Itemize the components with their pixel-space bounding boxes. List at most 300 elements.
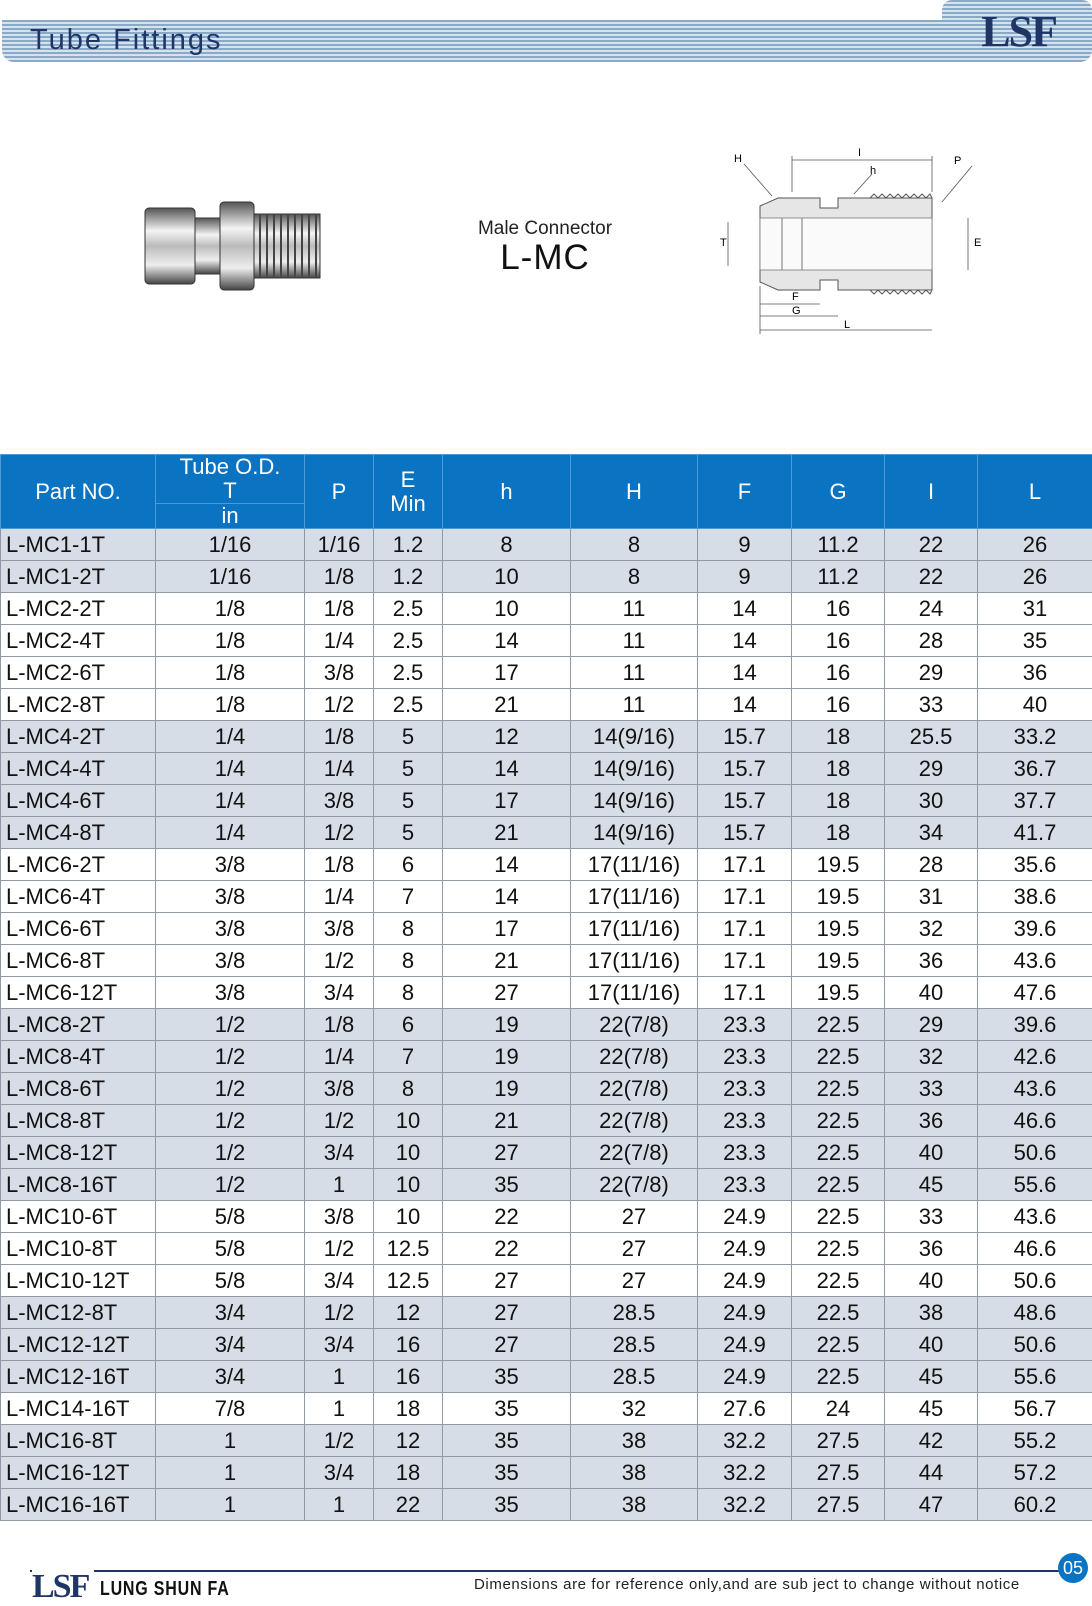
- part-number-cell: L-MC4-4T: [1, 753, 156, 785]
- value-cell: 35: [978, 625, 1092, 657]
- part-number-cell: L-MC2-4T: [1, 625, 156, 657]
- footer-logo: LSF: [32, 1568, 94, 1606]
- value-cell: 22: [443, 1233, 571, 1265]
- page-title: Tube Fittings: [30, 24, 223, 57]
- value-cell: 1/4: [305, 753, 374, 785]
- value-cell: 16: [792, 689, 885, 721]
- part-number-cell: L-MC6-6T: [1, 913, 156, 945]
- value-cell: 22(7/8): [571, 1009, 698, 1041]
- part-number-cell: L-MC16-12T: [1, 1457, 156, 1489]
- value-cell: 3/4: [305, 1137, 374, 1169]
- value-cell: 19.5: [792, 881, 885, 913]
- value-cell: 27: [571, 1265, 698, 1297]
- value-cell: 1: [156, 1489, 305, 1521]
- value-cell: 3/4: [305, 1457, 374, 1489]
- value-cell: 3/8: [305, 785, 374, 817]
- value-cell: 9: [698, 561, 792, 593]
- value-cell: 14: [443, 881, 571, 913]
- value-cell: 12: [374, 1425, 443, 1457]
- value-cell: 1/4: [156, 817, 305, 849]
- value-cell: 32.2: [698, 1457, 792, 1489]
- header-h-large: H: [571, 455, 698, 529]
- value-cell: 5: [374, 785, 443, 817]
- value-cell: 19.5: [792, 849, 885, 881]
- value-cell: 41.7: [978, 817, 1092, 849]
- value-cell: 24.9: [698, 1201, 792, 1233]
- value-cell: 18: [374, 1457, 443, 1489]
- value-cell: 8: [374, 977, 443, 1009]
- header-l: L: [978, 455, 1092, 529]
- value-cell: 3/8: [156, 977, 305, 1009]
- value-cell: 50.6: [978, 1137, 1092, 1169]
- value-cell: 14(9/16): [571, 785, 698, 817]
- value-cell: 25.5: [885, 721, 978, 753]
- value-cell: 17.1: [698, 849, 792, 881]
- value-cell: 38.6: [978, 881, 1092, 913]
- value-cell: 23.3: [698, 1169, 792, 1201]
- part-number-cell: L-MC10-8T: [1, 1233, 156, 1265]
- value-cell: 14(9/16): [571, 817, 698, 849]
- value-cell: 27: [443, 1329, 571, 1361]
- header-h-small: h: [443, 455, 571, 529]
- value-cell: 1/4: [156, 721, 305, 753]
- value-cell: 18: [792, 721, 885, 753]
- table-row: [1, 1265, 1092, 1297]
- value-cell: 57.2: [978, 1457, 1092, 1489]
- value-cell: 43.6: [978, 1201, 1092, 1233]
- value-cell: 23.3: [698, 1009, 792, 1041]
- label-H: H: [734, 153, 742, 165]
- value-cell: 40: [885, 1329, 978, 1361]
- table-row: [1, 1329, 1092, 1361]
- value-cell: 27: [443, 977, 571, 1009]
- part-number-cell: L-MC12-8T: [1, 1297, 156, 1329]
- value-cell: 3/4: [156, 1361, 305, 1393]
- value-cell: 8: [374, 913, 443, 945]
- value-cell: 19: [443, 1009, 571, 1041]
- value-cell: 22.5: [792, 1201, 885, 1233]
- value-cell: 1/2: [156, 1009, 305, 1041]
- table-row: [1, 1009, 1092, 1041]
- table-body: [1, 529, 1092, 1521]
- value-cell: 22.5: [792, 1105, 885, 1137]
- value-cell: 12.5: [374, 1233, 443, 1265]
- value-cell: 27.5: [792, 1425, 885, 1457]
- value-cell: 55.2: [978, 1425, 1092, 1457]
- value-cell: 15.7: [698, 785, 792, 817]
- value-cell: 22.5: [792, 1137, 885, 1169]
- value-cell: 17(11/16): [571, 913, 698, 945]
- value-cell: 35: [443, 1169, 571, 1201]
- value-cell: 22.5: [792, 1329, 885, 1361]
- value-cell: 23.3: [698, 1073, 792, 1105]
- value-cell: 27.5: [792, 1489, 885, 1521]
- value-cell: 1/8: [305, 721, 374, 753]
- value-cell: 40: [885, 1265, 978, 1297]
- value-cell: 2.5: [374, 625, 443, 657]
- part-number-cell: L-MC4-6T: [1, 785, 156, 817]
- table-row: [1, 721, 1092, 753]
- header-min-label: Min: [374, 492, 442, 516]
- value-cell: 17.1: [698, 881, 792, 913]
- value-cell: 3/4: [305, 1329, 374, 1361]
- value-cell: 28: [885, 849, 978, 881]
- value-cell: 10: [443, 561, 571, 593]
- value-cell: 1/2: [156, 1073, 305, 1105]
- value-cell: 19.5: [792, 977, 885, 1009]
- header-tube-od-label: Tube O.D.: [156, 455, 304, 479]
- table-row: [1, 1361, 1092, 1393]
- value-cell: 8: [374, 1073, 443, 1105]
- value-cell: 15.7: [698, 817, 792, 849]
- value-cell: 22(7/8): [571, 1105, 698, 1137]
- value-cell: 12.5: [374, 1265, 443, 1297]
- value-cell: 7: [374, 1041, 443, 1073]
- table-row: [1, 881, 1092, 913]
- value-cell: 35: [443, 1361, 571, 1393]
- value-cell: 28.5: [571, 1329, 698, 1361]
- value-cell: 16: [792, 657, 885, 689]
- value-cell: 40: [885, 1137, 978, 1169]
- value-cell: 42: [885, 1425, 978, 1457]
- value-cell: 11: [571, 593, 698, 625]
- value-cell: 1/2: [305, 689, 374, 721]
- header-i: I: [885, 455, 978, 529]
- value-cell: 17(11/16): [571, 881, 698, 913]
- value-cell: 17(11/16): [571, 945, 698, 977]
- value-cell: 1/2: [156, 1137, 305, 1169]
- value-cell: 1/2: [156, 1105, 305, 1137]
- value-cell: 22.5: [792, 1233, 885, 1265]
- value-cell: 38: [885, 1297, 978, 1329]
- part-number-cell: L-MC4-2T: [1, 721, 156, 753]
- value-cell: 1/8: [156, 689, 305, 721]
- table-row: [1, 529, 1092, 561]
- value-cell: 24: [792, 1393, 885, 1425]
- value-cell: 22: [443, 1201, 571, 1233]
- value-cell: 28.5: [571, 1297, 698, 1329]
- part-number-cell: L-MC2-2T: [1, 593, 156, 625]
- table-row: [1, 1425, 1092, 1457]
- value-cell: 36: [885, 1233, 978, 1265]
- value-cell: 12: [443, 721, 571, 753]
- value-cell: 29: [885, 1009, 978, 1041]
- value-cell: 22.5: [792, 1297, 885, 1329]
- part-number-cell: L-MC8-16T: [1, 1169, 156, 1201]
- value-cell: 3/4: [305, 977, 374, 1009]
- value-cell: 17: [443, 657, 571, 689]
- page-header: [0, 0, 1092, 66]
- part-number-cell: L-MC4-8T: [1, 817, 156, 849]
- value-cell: 21: [443, 689, 571, 721]
- value-cell: 1/8: [305, 561, 374, 593]
- table-row: [1, 1201, 1092, 1233]
- value-cell: 29: [885, 657, 978, 689]
- value-cell: 3/8: [156, 913, 305, 945]
- value-cell: 33.2: [978, 721, 1092, 753]
- value-cell: 16: [374, 1361, 443, 1393]
- value-cell: 27.5: [792, 1457, 885, 1489]
- value-cell: 50.6: [978, 1329, 1092, 1361]
- value-cell: 14: [698, 689, 792, 721]
- value-cell: 14: [698, 593, 792, 625]
- value-cell: 55.6: [978, 1361, 1092, 1393]
- value-cell: 39.6: [978, 913, 1092, 945]
- value-cell: 24.9: [698, 1329, 792, 1361]
- value-cell: 1/8: [305, 1009, 374, 1041]
- value-cell: 18: [792, 753, 885, 785]
- value-cell: 40: [978, 689, 1092, 721]
- table-row: [1, 1233, 1092, 1265]
- value-cell: 42.6: [978, 1041, 1092, 1073]
- table-row: [1, 977, 1092, 1009]
- table-row: [1, 1105, 1092, 1137]
- value-cell: 11.2: [792, 529, 885, 561]
- label-h: h: [870, 165, 876, 177]
- value-cell: 1/16: [156, 529, 305, 561]
- label-I: I: [858, 147, 861, 159]
- header-part-no: Part NO.: [1, 455, 156, 529]
- part-number-cell: L-MC8-8T: [1, 1105, 156, 1137]
- value-cell: 33: [885, 1201, 978, 1233]
- value-cell: 10: [374, 1201, 443, 1233]
- value-cell: 30: [885, 785, 978, 817]
- value-cell: 11: [571, 689, 698, 721]
- part-number-cell: L-MC6-8T: [1, 945, 156, 977]
- value-cell: 10: [374, 1137, 443, 1169]
- value-cell: 3/8: [156, 881, 305, 913]
- value-cell: 7: [374, 881, 443, 913]
- value-cell: 18: [792, 785, 885, 817]
- value-cell: 5/8: [156, 1233, 305, 1265]
- footer-rule: [30, 1570, 1060, 1572]
- value-cell: 22(7/8): [571, 1169, 698, 1201]
- value-cell: 26: [978, 561, 1092, 593]
- value-cell: 11: [571, 657, 698, 689]
- value-cell: 1/8: [156, 593, 305, 625]
- value-cell: 47: [885, 1489, 978, 1521]
- table-header: [1, 455, 1092, 529]
- value-cell: 2.5: [374, 657, 443, 689]
- part-number-cell: L-MC16-16T: [1, 1489, 156, 1521]
- value-cell: 8: [571, 529, 698, 561]
- value-cell: 1/2: [305, 1425, 374, 1457]
- value-cell: 17(11/16): [571, 849, 698, 881]
- value-cell: 3/8: [305, 657, 374, 689]
- header-e-min: [374, 455, 443, 529]
- value-cell: 34: [885, 817, 978, 849]
- table-row: [1, 1393, 1092, 1425]
- value-cell: 2.5: [374, 593, 443, 625]
- value-cell: 11: [571, 625, 698, 657]
- value-cell: 1/8: [156, 657, 305, 689]
- value-cell: 14: [698, 625, 792, 657]
- brand-logo: LSF: [981, 6, 1056, 57]
- value-cell: 5: [374, 817, 443, 849]
- value-cell: 22.5: [792, 1009, 885, 1041]
- value-cell: 18: [374, 1393, 443, 1425]
- value-cell: 27.6: [698, 1393, 792, 1425]
- value-cell: 44: [885, 1457, 978, 1489]
- value-cell: 32: [885, 913, 978, 945]
- value-cell: 50.6: [978, 1265, 1092, 1297]
- value-cell: 18: [792, 817, 885, 849]
- value-cell: 17.1: [698, 913, 792, 945]
- value-cell: 45: [885, 1361, 978, 1393]
- table-row: [1, 561, 1092, 593]
- value-cell: 12: [374, 1297, 443, 1329]
- part-number-cell: L-MC1-1T: [1, 529, 156, 561]
- value-cell: 3/4: [156, 1297, 305, 1329]
- value-cell: 1.2: [374, 561, 443, 593]
- value-cell: 14: [443, 753, 571, 785]
- value-cell: 28.5: [571, 1361, 698, 1393]
- value-cell: 1/2: [305, 1297, 374, 1329]
- value-cell: 47.6: [978, 977, 1092, 1009]
- part-number-cell: L-MC2-6T: [1, 657, 156, 689]
- value-cell: 10: [443, 593, 571, 625]
- value-cell: 1/8: [305, 849, 374, 881]
- table-row: [1, 593, 1092, 625]
- value-cell: 22.5: [792, 1169, 885, 1201]
- value-cell: 1/4: [305, 881, 374, 913]
- value-cell: 22: [885, 561, 978, 593]
- product-subtitle: Male Connector: [440, 218, 650, 240]
- value-cell: 60.2: [978, 1489, 1092, 1521]
- value-cell: 33: [885, 1073, 978, 1105]
- part-number-cell: L-MC14-16T: [1, 1393, 156, 1425]
- value-cell: 38: [571, 1489, 698, 1521]
- value-cell: 1: [305, 1393, 374, 1425]
- part-number-cell: L-MC1-2T: [1, 561, 156, 593]
- label-F: F: [792, 291, 799, 303]
- value-cell: 21: [443, 817, 571, 849]
- value-cell: 24: [885, 593, 978, 625]
- value-cell: 1: [305, 1361, 374, 1393]
- header-e-label: E: [374, 468, 442, 492]
- value-cell: 3/8: [156, 945, 305, 977]
- value-cell: 3/8: [156, 849, 305, 881]
- part-number-cell: L-MC12-16T: [1, 1361, 156, 1393]
- table-row: [1, 945, 1092, 977]
- value-cell: 11.2: [792, 561, 885, 593]
- value-cell: 22: [885, 529, 978, 561]
- value-cell: 8: [571, 561, 698, 593]
- value-cell: 6: [374, 849, 443, 881]
- fitting-photo: [140, 196, 330, 296]
- value-cell: 6: [374, 1009, 443, 1041]
- value-cell: 24.9: [698, 1297, 792, 1329]
- value-cell: 1/2: [156, 1169, 305, 1201]
- value-cell: 8: [443, 529, 571, 561]
- value-cell: 27: [443, 1297, 571, 1329]
- value-cell: 46.6: [978, 1233, 1092, 1265]
- value-cell: 36.7: [978, 753, 1092, 785]
- value-cell: 3/8: [305, 1201, 374, 1233]
- value-cell: 14(9/16): [571, 753, 698, 785]
- value-cell: 14: [443, 625, 571, 657]
- value-cell: 3/4: [305, 1265, 374, 1297]
- table-row: [1, 625, 1092, 657]
- value-cell: 22(7/8): [571, 1137, 698, 1169]
- label-E: E: [974, 237, 981, 249]
- value-cell: 32: [885, 1041, 978, 1073]
- value-cell: 23.3: [698, 1105, 792, 1137]
- part-number-cell: L-MC8-2T: [1, 1009, 156, 1041]
- value-cell: 1/4: [305, 1041, 374, 1073]
- part-number-cell: L-MC6-2T: [1, 849, 156, 881]
- value-cell: 1/2: [156, 1041, 305, 1073]
- value-cell: 1/2: [305, 817, 374, 849]
- value-cell: 21: [443, 1105, 571, 1137]
- value-cell: 1: [305, 1169, 374, 1201]
- part-number-cell: L-MC10-6T: [1, 1201, 156, 1233]
- header-f: F: [698, 455, 792, 529]
- header-tube-od: [156, 455, 305, 504]
- table-row: [1, 1489, 1092, 1521]
- product-code: L-MC: [440, 238, 650, 278]
- value-cell: 5: [374, 721, 443, 753]
- value-cell: 24.9: [698, 1265, 792, 1297]
- value-cell: 22.5: [792, 1265, 885, 1297]
- value-cell: 22.5: [792, 1361, 885, 1393]
- table-row: [1, 1297, 1092, 1329]
- value-cell: 27: [571, 1233, 698, 1265]
- label-P: P: [954, 155, 961, 167]
- value-cell: 1/2: [305, 1105, 374, 1137]
- value-cell: 10: [374, 1169, 443, 1201]
- value-cell: 22(7/8): [571, 1073, 698, 1105]
- value-cell: 16: [792, 593, 885, 625]
- value-cell: 32: [571, 1393, 698, 1425]
- value-cell: 5/8: [156, 1201, 305, 1233]
- value-cell: 24.9: [698, 1233, 792, 1265]
- value-cell: 5: [374, 753, 443, 785]
- value-cell: 56.7: [978, 1393, 1092, 1425]
- table-row: [1, 689, 1092, 721]
- value-cell: 22(7/8): [571, 1041, 698, 1073]
- value-cell: 16: [374, 1329, 443, 1361]
- value-cell: 31: [978, 593, 1092, 625]
- footer-brand: LUNG SHUN FA: [100, 1578, 230, 1601]
- value-cell: 55.6: [978, 1169, 1092, 1201]
- value-cell: 36: [978, 657, 1092, 689]
- value-cell: 36: [885, 945, 978, 977]
- value-cell: 29: [885, 753, 978, 785]
- part-number-cell: L-MC10-12T: [1, 1265, 156, 1297]
- value-cell: 16: [792, 625, 885, 657]
- value-cell: 9: [698, 529, 792, 561]
- value-cell: 33: [885, 689, 978, 721]
- table-row: [1, 1073, 1092, 1105]
- value-cell: 35: [443, 1425, 571, 1457]
- table-row: [1, 753, 1092, 785]
- value-cell: 23.3: [698, 1041, 792, 1073]
- value-cell: 26: [978, 529, 1092, 561]
- table-row: [1, 1041, 1092, 1073]
- value-cell: 10: [374, 1105, 443, 1137]
- value-cell: 2.5: [374, 689, 443, 721]
- value-cell: 1/8: [156, 625, 305, 657]
- part-number-cell: L-MC6-4T: [1, 881, 156, 913]
- value-cell: 19.5: [792, 945, 885, 977]
- part-number-cell: L-MC6-12T: [1, 977, 156, 1009]
- label-L: L: [844, 319, 850, 331]
- dimension-drawing: [720, 146, 990, 346]
- value-cell: 31: [885, 881, 978, 913]
- value-cell: 45: [885, 1393, 978, 1425]
- table-row: [1, 1137, 1092, 1169]
